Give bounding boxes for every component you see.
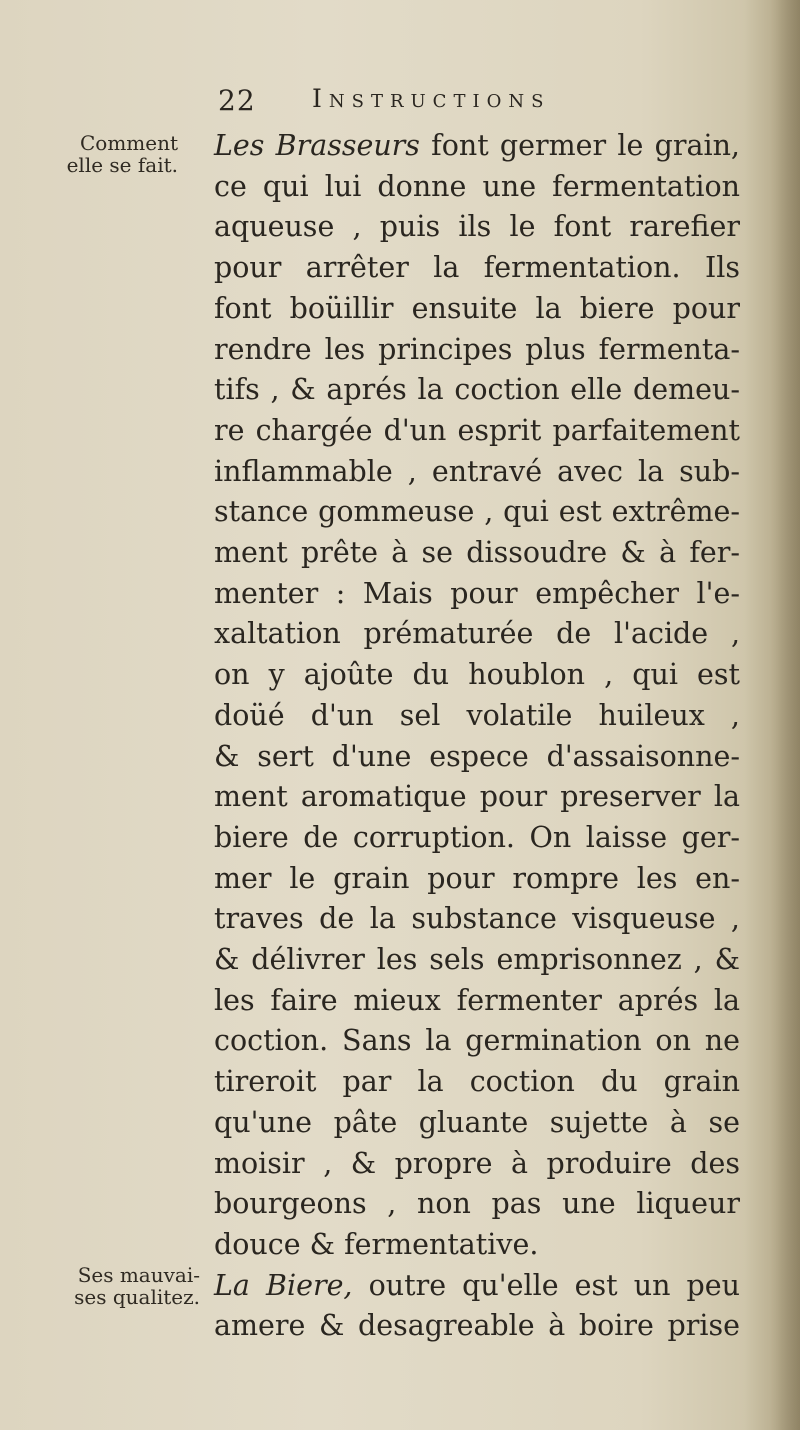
italic-lead: Les Brasseurs xyxy=(214,129,420,162)
text-line: re chargée d'un esprit parfaitement xyxy=(214,413,740,447)
text-line: traves de la substance visqueuse , xyxy=(214,902,740,936)
text-line xyxy=(214,1266,740,1307)
text-line: menter : Mais pour empêcher l'e- xyxy=(214,576,740,610)
text-line: ce qui lui donne une fermentation xyxy=(214,169,740,203)
text-line: on y ajoûte du houblon , qui est xyxy=(214,658,740,692)
text-line: doüé d'un sel volatile huileux , xyxy=(214,698,740,732)
margin-note-line: elle se fait. xyxy=(66,153,178,177)
text-line: les faire mieux fermenter aprés la xyxy=(214,983,740,1017)
margin-note-line: Comment xyxy=(79,131,178,155)
italic-lead: La Biere, xyxy=(214,1268,353,1302)
margin-note-line: ses qualitez. xyxy=(74,1285,200,1309)
text-line: font boüillir ensuite la biere pour xyxy=(214,291,740,325)
text-line: douce & fermentative. xyxy=(214,1227,539,1261)
text-line xyxy=(214,126,740,167)
text-run: font germer le grain, xyxy=(419,129,740,162)
text-line: tifs , & aprés la coction elle demeu- xyxy=(214,373,740,407)
text-line: & sert d'une espece d'assaisonne- xyxy=(214,739,740,773)
margin-note-comment xyxy=(30,132,178,176)
text-line: ment prête à se dissoudre & à fer- xyxy=(214,536,740,570)
paragraph-1 xyxy=(214,167,740,1266)
margin-note-line: Ses mauvai- xyxy=(77,1263,200,1287)
text-line: bourgeons , non pas une liqueur xyxy=(214,1187,740,1221)
paragraph-2 xyxy=(214,1306,740,1347)
page-edge-shadow xyxy=(770,0,800,1430)
text-line: & délivrer les sels emprisonnez , & xyxy=(214,943,740,977)
text-line: coction. Sans la germination on ne xyxy=(214,1024,740,1058)
text-line: amere & desagreable à boire prise xyxy=(214,1309,740,1343)
text-line: biere de corruption. On laisse ger- xyxy=(214,820,740,854)
text-line: inflammable , entravé avec la sub- xyxy=(214,454,740,488)
text-line: tireroit par la coction du grain xyxy=(214,1065,740,1099)
running-header xyxy=(216,80,626,124)
text-line: xaltation prématurée de l'acide , xyxy=(214,617,740,651)
text-run: outre qu'elle est un peu xyxy=(352,1268,740,1302)
body-text xyxy=(214,126,740,1347)
page-number: 22 xyxy=(218,84,256,117)
running-title: Instructions xyxy=(312,84,551,113)
text-line: rendre les principes plus fermenta- xyxy=(214,332,740,366)
text-line: moisir , & propre à produire des xyxy=(214,1146,740,1180)
text-line: qu'une pâte gluante sujette à se xyxy=(214,1105,740,1139)
text-line: aqueuse , puis ils le font rarefier xyxy=(214,210,740,244)
text-line: stance gommeuse , qui est extrême- xyxy=(214,495,740,529)
text-line: mer le grain pour rompre les en- xyxy=(214,861,740,895)
text-line: pour arrêter la fermentation. Ils xyxy=(214,251,740,285)
text-line: ment aromatique pour preserver la xyxy=(214,780,740,814)
margin-note-qualities xyxy=(30,1264,200,1308)
